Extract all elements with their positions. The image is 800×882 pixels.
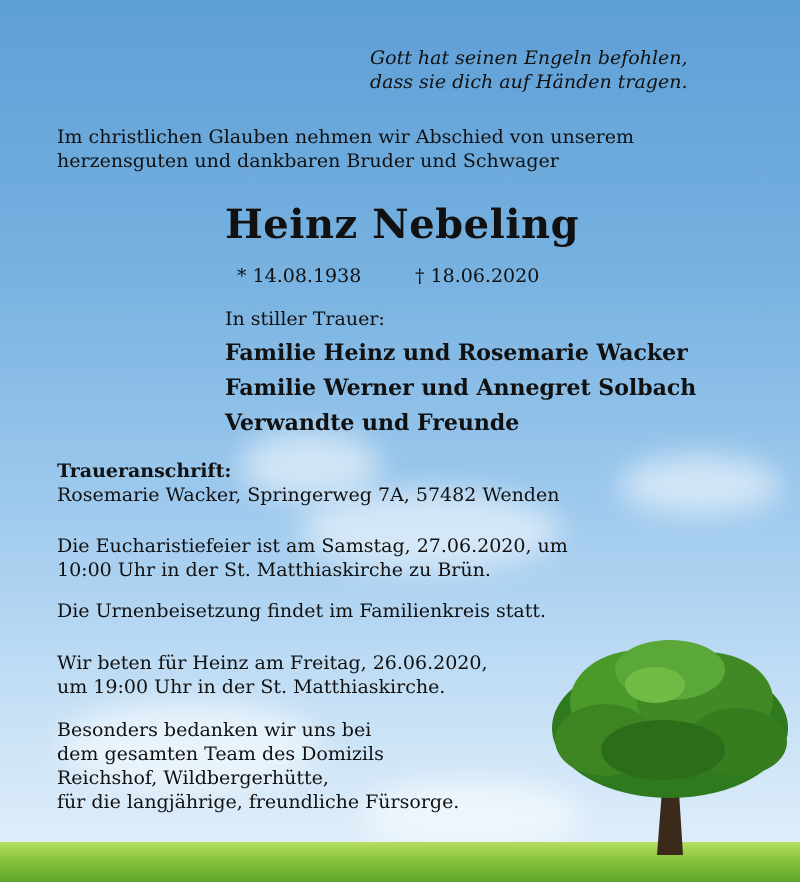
service-line: Die Eucharistiefeier ist am Samstag, 27.06.2020, um xyxy=(57,535,568,557)
mourning-address: Rosemarie Wacker, Springerweg 7A, 57482 Wenden xyxy=(57,484,560,506)
prayer-line: Wir beten für Heinz am Freitag, 26.06.2020, xyxy=(57,652,488,674)
burial-info xyxy=(57,599,546,623)
tree-image xyxy=(545,640,795,855)
intro-text xyxy=(57,125,634,173)
motto-line: Gott hat seinen Engeln befohlen, xyxy=(370,47,688,69)
prayer-info xyxy=(57,651,488,699)
death-date: † 18.06.2020 xyxy=(415,265,540,287)
thanks-line: Reichshof, Wildbergerhütte, xyxy=(57,767,329,789)
service-line: 10:00 Uhr in der St. Matthiaskirche zu Brün. xyxy=(57,559,491,581)
motto xyxy=(370,46,688,94)
prayer-line: um 19:00 Uhr in der St. Matthiaskirche. xyxy=(57,676,446,698)
thanks-line: dem gesamten Team des Domizils xyxy=(57,743,384,765)
intro-line: Im christlichen Glauben nehmen wir Abschied von unserem xyxy=(57,126,635,148)
birth-date: * 14.08.1938 xyxy=(237,265,362,287)
burial-line: Die Urnenbeisetzung findet im Familienkreis statt. xyxy=(57,600,547,622)
deceased-name: Heinz Nebeling xyxy=(225,201,580,248)
mourner-entry: Familie Heinz und Rosemarie Wacker xyxy=(225,340,688,366)
mourner-entry: Familie Werner und Annegret Solbach xyxy=(225,375,697,401)
motto-line: dass sie dich auf Händen tragen. xyxy=(370,71,688,93)
address-label: Traueranschrift: xyxy=(57,460,232,482)
cloud xyxy=(620,455,780,515)
thanks-text xyxy=(57,718,459,814)
mourner-entry: Verwandte und Freunde xyxy=(225,410,520,436)
mourning-label: In stiller Trauer: xyxy=(225,308,385,330)
intro-line: herzensguten und dankbaren Bruder und Schwager xyxy=(57,150,559,172)
service-info xyxy=(57,534,568,582)
thanks-line: für die langjährige, freundliche Fürsorge. xyxy=(57,791,460,813)
thanks-line: Besonders bedanken wir uns bei xyxy=(57,719,372,741)
